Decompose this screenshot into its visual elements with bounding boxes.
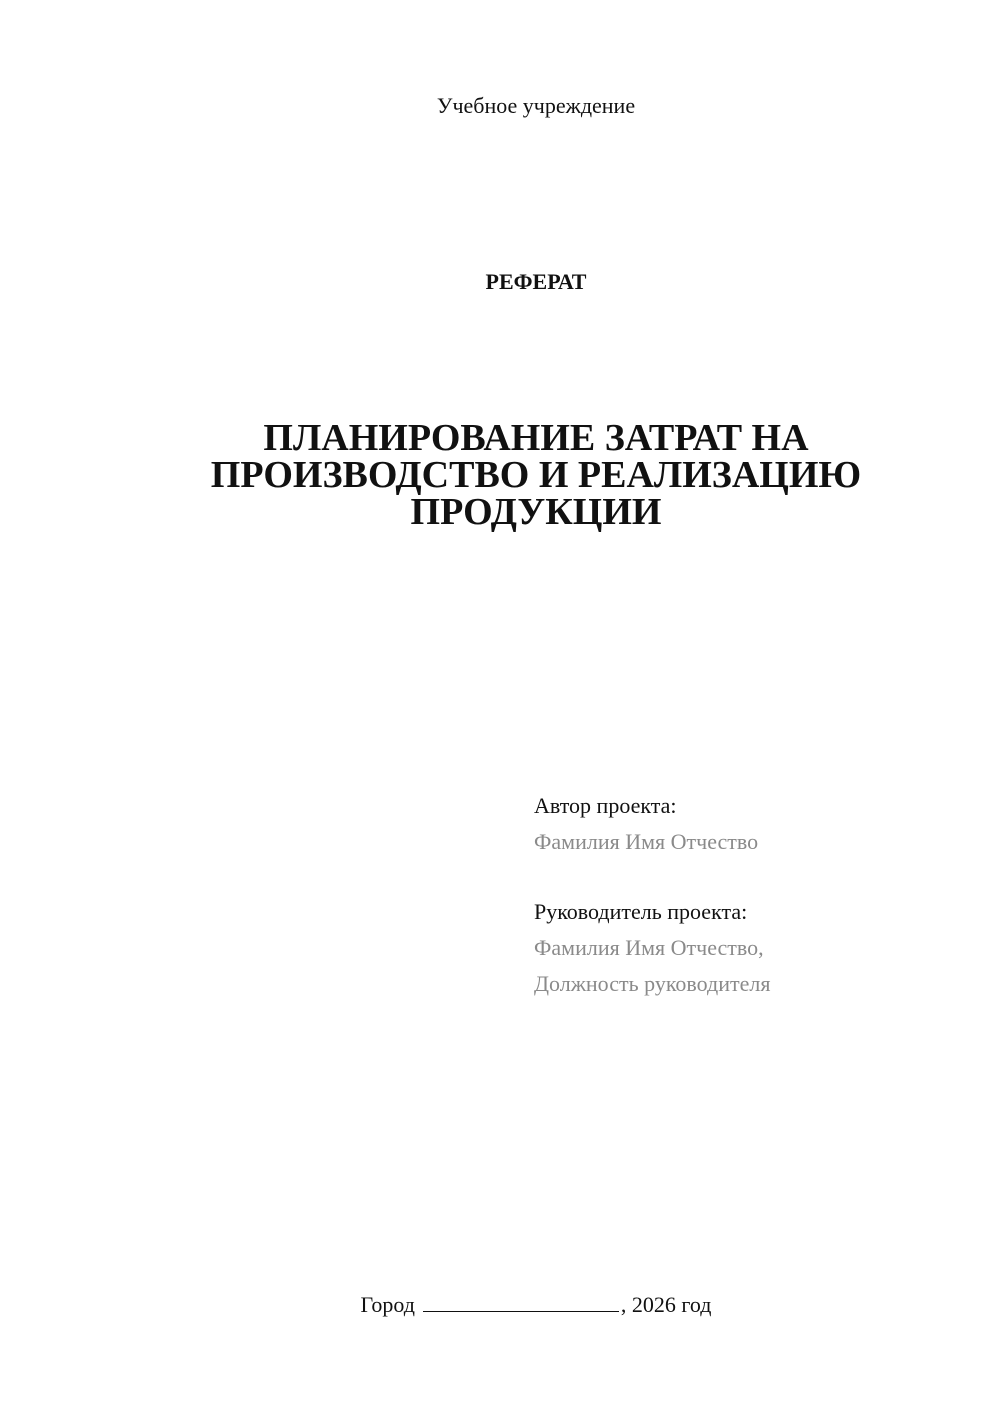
city-blank-line <box>423 1291 619 1312</box>
people-block <box>534 788 974 1002</box>
supervisor-label: Руководитель проекта: <box>534 899 748 924</box>
institution-name: Учебное учреждение <box>436 93 636 118</box>
city-label: Город <box>360 1292 415 1317</box>
document-title-line: ПЛАНИРОВАНИЕ ЗАТРАТ НА <box>263 417 809 459</box>
author-name: Фамилия Имя Отчество <box>534 829 759 854</box>
city-year-line <box>0 1290 1000 1320</box>
supervisor-position: Должность руководителя <box>534 971 771 996</box>
year-text: , 2026 год <box>620 1292 712 1317</box>
document-title-line: ПРОДУКЦИИ <box>410 491 662 533</box>
document-title <box>186 417 886 533</box>
document-title-line: ПРОИЗВОДСТВО И РЕАЛИЗАЦИЮ <box>210 454 862 496</box>
document-type: РЕФЕРАТ <box>485 269 587 294</box>
supervisor-name: Фамилия Имя Отчество, <box>534 935 764 960</box>
spacer <box>534 860 974 894</box>
author-label: Автор проекта: <box>534 793 677 818</box>
